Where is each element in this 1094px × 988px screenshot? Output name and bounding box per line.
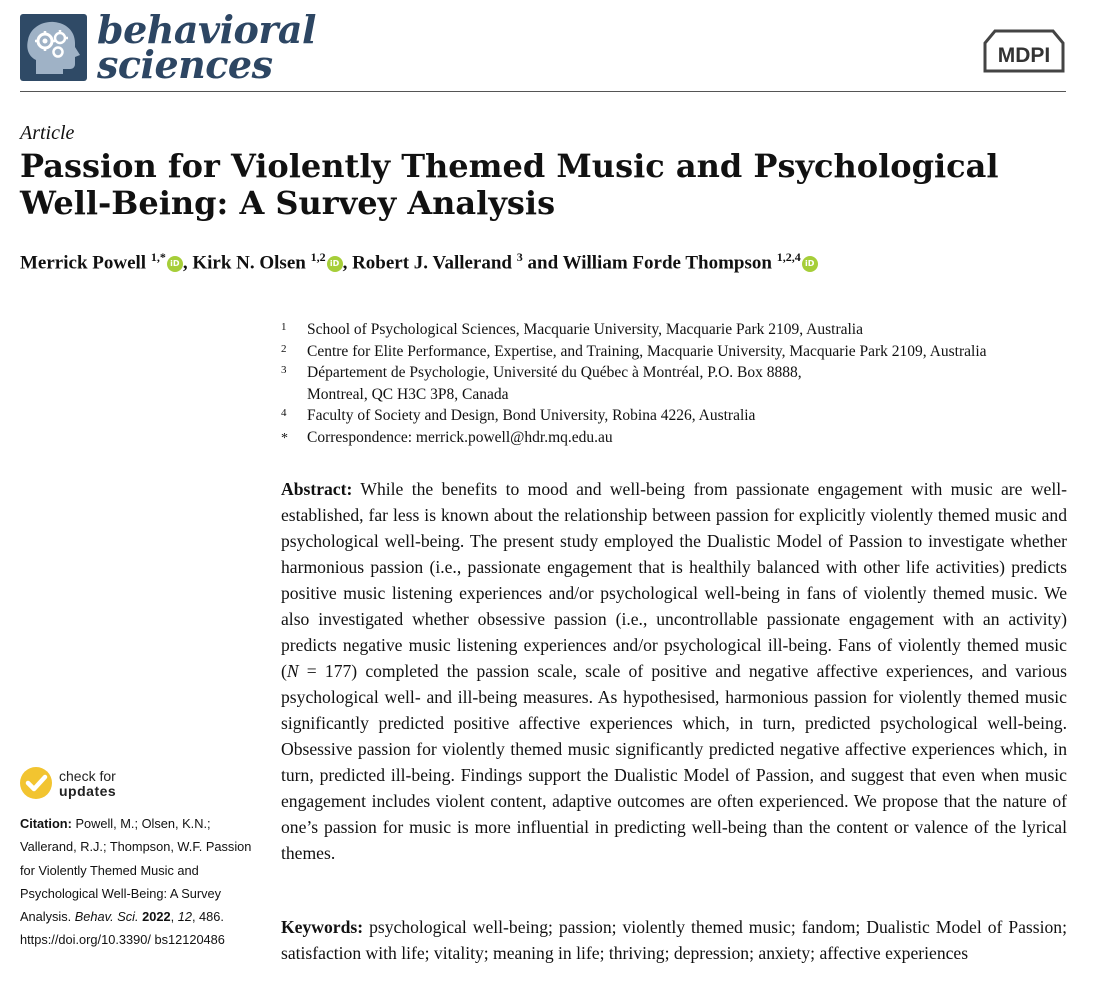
affiliation-mark: * bbox=[281, 430, 288, 446]
author-separator: , bbox=[342, 252, 353, 274]
citation-doi[interactable]: , 486. https://doi.org/10.3390/ bs12120486 bbox=[20, 909, 225, 948]
title-line1: Passion for Violently Themed Music and Psychological bbox=[20, 147, 999, 185]
affiliation-item bbox=[281, 405, 1081, 427]
check-updates-line2: updates bbox=[59, 783, 117, 799]
abstract bbox=[281, 476, 1067, 866]
journal-name-line2: sciences bbox=[97, 42, 273, 87]
citation-text: Powell, M.; Olsen, K.N.; Vallerand, R.J.; Thompson, W.F. Passion for Violently Themed Music and Psychological Well-Being: A Survey Analysis. bbox=[20, 816, 252, 925]
affiliation-item bbox=[281, 362, 1081, 405]
author-separator: , bbox=[182, 252, 193, 274]
author-name: William Forde Thompson bbox=[562, 252, 772, 274]
sample-size-symbol: N bbox=[286, 661, 299, 681]
journal-logo bbox=[20, 14, 87, 81]
article-title bbox=[20, 148, 1060, 222]
author-separator: and bbox=[522, 252, 563, 274]
affiliation-text: School of Psychological Sciences, Macquarie University, Macquarie Park 2109, Australia bbox=[307, 321, 863, 338]
affiliation-item bbox=[281, 319, 1081, 341]
orcid-icon[interactable]: iD bbox=[167, 256, 183, 272]
abstract-text: While the benefits to mood and well-being from passionate engagement with music are well-established, far less is known about the relationship between passion for explicitly violently themed music and psychological well-being. The present study employed the Dualistic Model of Passion to investigate whether harmonious passion (i.e., passionate engagement that is healthily balanced with other life activities) predicts positive music listening experiences and/or psychological well-being in fans of violently themed music. We also investigated whether obsessive passion (i.e., uncontrollable passionate engagement with an activity) predicts negative music listening experiences and/or psychological ill-being. Fans of violently themed music ( bbox=[281, 479, 1067, 681]
author-name: Merrick Powell bbox=[20, 252, 147, 274]
affiliation-mark: 1 bbox=[281, 321, 287, 333]
author-affiliation-marks: 1,2 bbox=[310, 250, 326, 264]
orcid-icon[interactable]: iD bbox=[327, 256, 343, 272]
gears-head-icon bbox=[20, 14, 87, 81]
affiliation-item bbox=[281, 341, 1081, 363]
article-type: Article bbox=[20, 122, 75, 144]
affiliation-mark: 2 bbox=[281, 342, 287, 355]
author-affiliation-marks: 3 bbox=[516, 250, 523, 264]
author-affiliation-marks: 1,2,4 bbox=[776, 250, 801, 264]
affiliation-mark: 3 bbox=[281, 364, 287, 376]
affiliation-text: Département de Psychologie, Université du Québec à Montréal, P.O. Box 8888, bbox=[307, 364, 802, 381]
correspondence-text[interactable]: Correspondence: merrick.powell@hdr.mq.edu.au bbox=[307, 428, 613, 446]
keywords-text: psychological well-being; passion; violently themed music; fandom; Dualistic Model of Passion; satisfaction with life; vitality; meaning in life; thriving; depression; anxiety; affective experiences bbox=[281, 917, 1067, 963]
check-updates-line1: check for bbox=[59, 768, 116, 784]
abstract-label: Abstract: bbox=[281, 479, 353, 499]
affiliation-text: Montreal, QC H3C 3P8, Canada bbox=[307, 385, 509, 403]
publisher-logo bbox=[982, 27, 1066, 75]
affiliation-text: Centre for Elite Performance, Expertise, and Training, Macquarie University, Macquarie Park 2109, Australia bbox=[307, 342, 987, 360]
keywords-label: Keywords: bbox=[281, 917, 364, 937]
check-for-updates-button[interactable] bbox=[19, 766, 159, 806]
header-divider bbox=[20, 91, 1066, 92]
checkmark-circle-icon bbox=[19, 766, 53, 800]
author-affiliation-marks: 1,* bbox=[150, 250, 166, 264]
keywords bbox=[281, 914, 1067, 966]
affiliation-mark: 4 bbox=[281, 407, 287, 419]
author-name: Robert J. Vallerand bbox=[352, 252, 513, 274]
title-line2: Well-Being: A Survey Analysis bbox=[20, 184, 556, 222]
affiliation-text: Faculty of Society and Design, Bond University, Robina 4226, Australia bbox=[307, 407, 756, 424]
correspondence bbox=[281, 427, 1081, 451]
author-name: Kirk N. Olsen bbox=[192, 252, 306, 274]
journal-name-line1: behavioral bbox=[97, 7, 316, 52]
citation-label: Citation: bbox=[20, 816, 72, 831]
citation-journal: Behav. Sci. bbox=[74, 909, 139, 925]
citation-year: 2022 bbox=[142, 909, 171, 925]
citation: Citation: Powell, M.; Olsen, K.N.; Vallerand, R.J.; Thompson, W.F. Passion for Violently Themed Music and Psychological Well-Being: A Survey Analysis. Behav. Sci. 2022, 12, 486. https://doi.org/10.3390/ bs12120486 bbox=[20, 816, 252, 948]
journal-name bbox=[97, 7, 316, 87]
affiliations bbox=[281, 319, 1081, 451]
publisher-name: MDPI bbox=[997, 44, 1051, 67]
author-list bbox=[20, 250, 818, 274]
abstract-text: = 177) completed the passion scale, scale of positive and negative affective experiences, and various psychological well- and ill-being measures. As hypothesised, harmonious passion for violently themed music significantly predicted positive affective experiences which, in turn, predicted psychological well-being. Obsessive passion for violently themed music significantly predicted negative affective experiences which, in turn, predicted ill-being. Findings support the Dualistic Model of Passion, and suggest that even when music engagement includes violent content, adaptive outcomes are often experienced. We propose that the nature of one’s passion for music is more influential in predicting well-being than the content or valence of the lyrical themes. bbox=[281, 661, 1067, 863]
citation-volume: 12 bbox=[177, 909, 192, 925]
orcid-icon[interactable]: iD bbox=[802, 256, 818, 272]
